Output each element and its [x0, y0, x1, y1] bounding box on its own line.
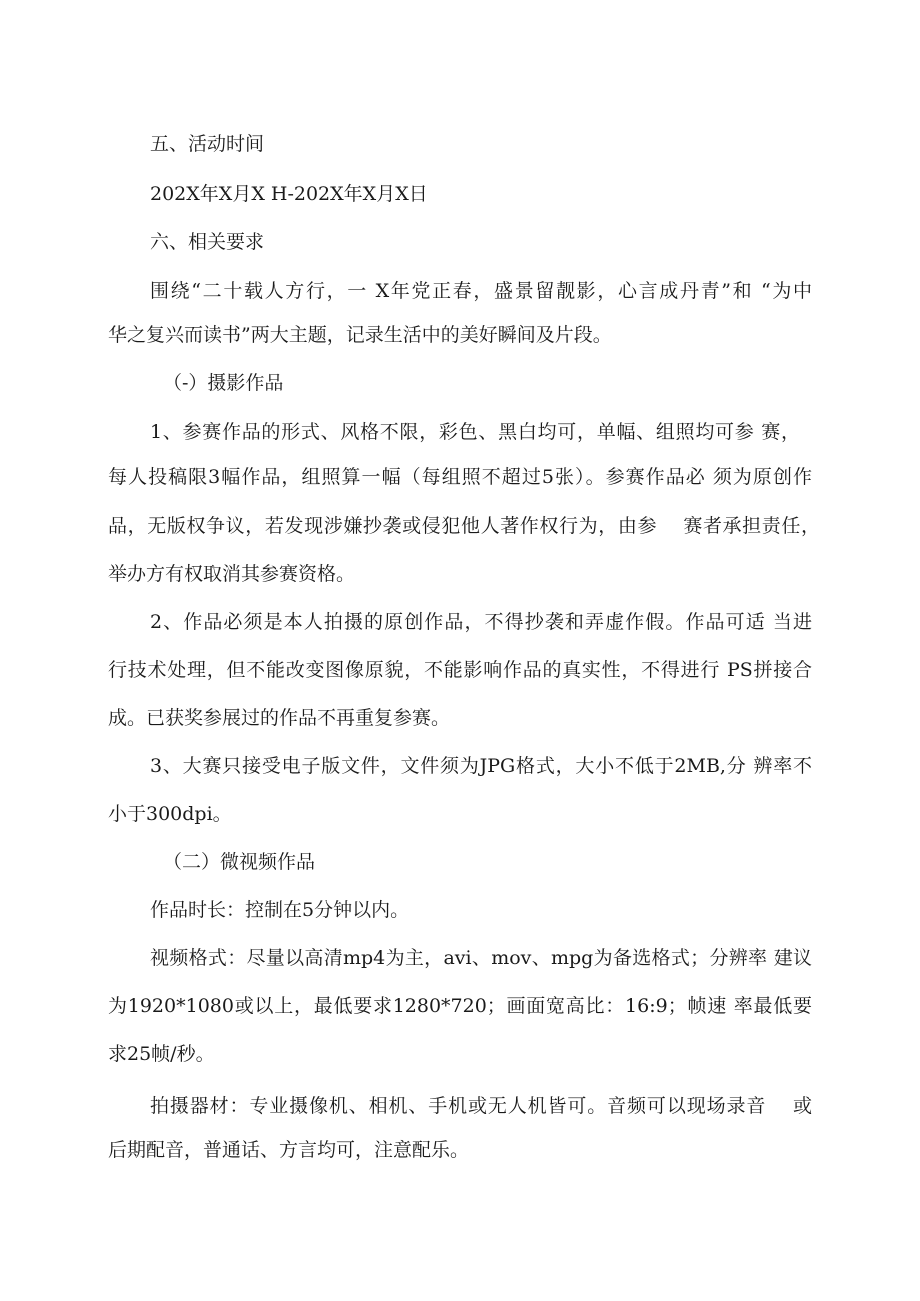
- photo-item1-line-1: 1、参赛作品的形式、风格不限，彩色、黑白均可，单幅、组照均可参 赛，: [150, 421, 800, 443]
- photo-item2-line-3: 成。已获奖参展过的作品不再重复参赛。: [108, 707, 451, 729]
- section-heading-requirements: 六、相关要求: [150, 231, 265, 253]
- activity-dates: 202X年X月X H-202X年X月X日: [150, 183, 428, 205]
- video-equipment-line-2: 后期配音，普通话、方言均可，注意配乐。: [108, 1139, 470, 1161]
- video-format-line-3: 求25帧/秒。: [108, 1043, 215, 1065]
- video-format-line-1: 视频格式：尽量以高清mp4为主，avi、mov、mpg为备选格式；分辨率 建议: [150, 947, 812, 969]
- photo-item2-line-1: 2、作品必须是本人拍摄的原创作品，不得抄袭和弄虚作假。作品可适 当进: [150, 611, 812, 633]
- photo-item3-line-2: 小于300dpi。: [108, 803, 232, 825]
- intro-line-2: 华之复兴而读书”两大主题，记录生活中的美好瞬间及片段。: [108, 324, 612, 346]
- subheading-micro-video: （二）微视频作品: [163, 851, 316, 873]
- video-format-line-2: 为1920*1080或以上，最低要求1280*720；画面宽高比：16:9；帧速 率最低要: [108, 995, 812, 1017]
- section-heading-activity-time: 五、活动时间: [150, 133, 265, 155]
- photo-item3-line-1: 3、大赛只接受电子版文件，文件须为JPG格式，大小不低于2MB,分 辨率不: [150, 755, 812, 777]
- video-equipment-line-1: 拍摄器材：专业摄像机、相机、手机或无人机皆可。音频可以现场录音 或: [150, 1095, 812, 1117]
- photo-item1-line-3: 品，无版权争议，若发现涉嫌抄袭或侵犯他人著作权行为，由参 赛者承担责任，: [108, 515, 820, 537]
- intro-line-1: 围绕“二十载人方行，一 X年党正春，盛景留靓影，心言成丹青”和 “为中: [150, 280, 812, 302]
- video-duration: 作品时长：控制在5分钟以内。: [150, 899, 410, 921]
- photo-item1-line-4: 举办方有权取消其参赛资格。: [108, 563, 356, 585]
- photo-item1-line-2: 每人投稿限3幅作品，组照算一幅（每组照不超过5张）。参赛作品必 须为原创作: [108, 466, 812, 488]
- photo-item2-line-2: 行技术处理，但不能改变图像原貌，不能影响作品的真实性，不得进行 PS拼接合: [108, 659, 812, 681]
- subheading-photography: （-）摄影作品: [163, 372, 284, 394]
